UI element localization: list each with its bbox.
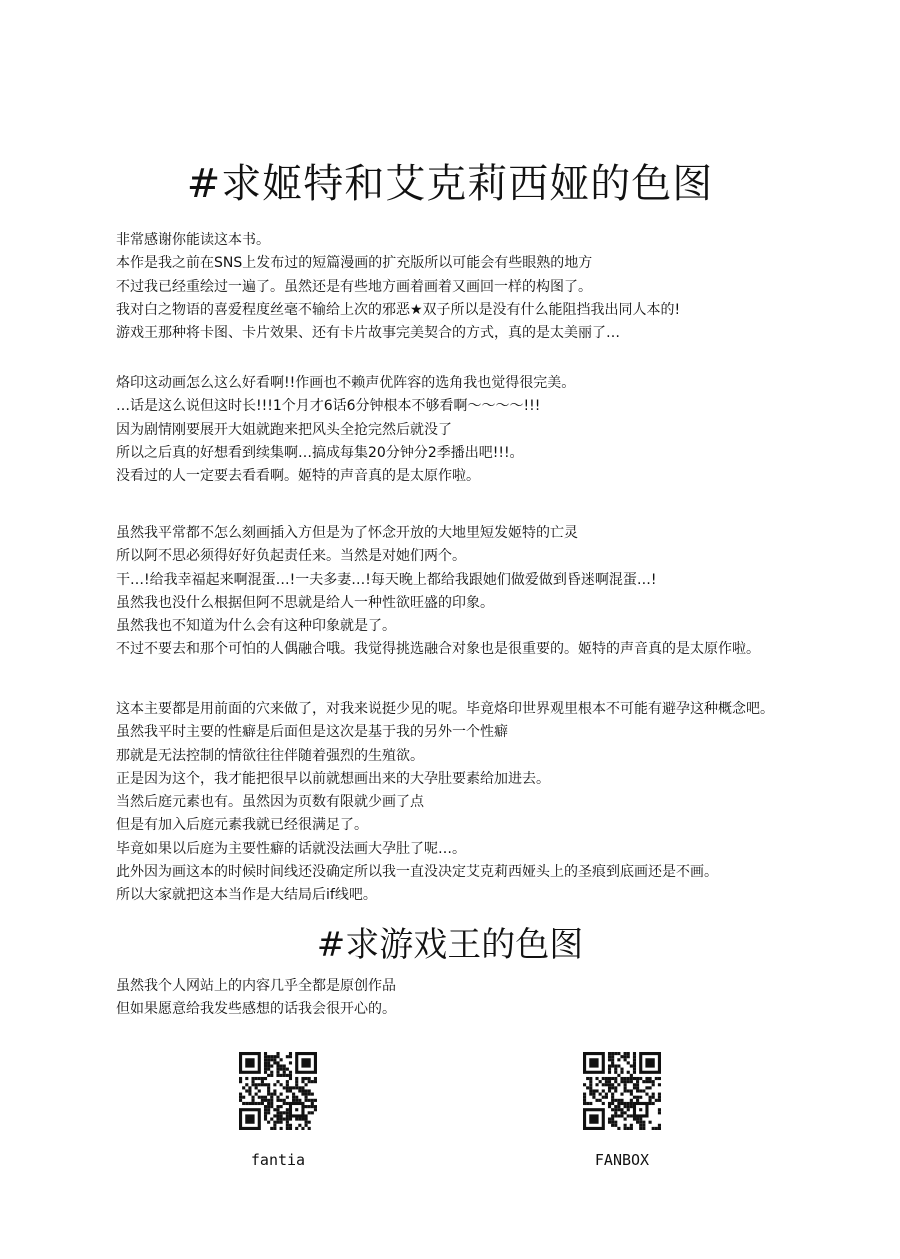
text-line: 虽然我也没什么根据但阿不思就是给人一种性欲旺盛的印象。 [116, 594, 494, 611]
section-subtitle: #求游戏王的色图 [316, 925, 584, 965]
text-line: 虽然我平时主要的性癖是后面但是这次是基于我的另外一个性癖 [116, 724, 508, 741]
qr-fanbox[interactable] [552, 1052, 692, 1170]
text-line: 正是因为这个，我才能把很早以前就想画出来的大孕肚要素给加进去。 [116, 770, 550, 787]
text-line: 本作是我之前在SNS上发布过的短篇漫画的扩充版所以可能会有些眼熟的地方 [116, 255, 593, 272]
closing-paragraph [116, 975, 886, 1022]
paragraph-2 [116, 372, 886, 488]
text-line: 这本主要都是用前面的穴来做了，对我来说挺少见的呢。毕竟烙印世界观里根本不可能有避孕这种概念吧。 [116, 701, 774, 717]
text-line: 那就是无法控制的情欲往往伴随着强烈的生殖欲。 [116, 747, 424, 764]
text-line: 但是有加入后庭元素我就已经很满足了。 [116, 817, 368, 834]
text-line: 虽然我个人网站上的内容几乎全都是原创作品 [116, 978, 396, 994]
text-line: 虽然我也不知道为什么会有这种印象就是了。 [116, 618, 396, 635]
text-line: 没看过的人一定要去看看啊。姬特的声音真的是太原作啦。 [116, 468, 480, 485]
text-line: 所以之后真的好想看到续集啊…搞成每集20分钟分2季播出吧!!!。 [116, 444, 524, 461]
page-title: #求姬特和艾克莉西娅的色图 [186, 161, 714, 207]
text-line: 毕竟如果以后庭为主要性癖的话就没法画大孕肚了呢…。 [116, 840, 466, 857]
paragraph-1 [116, 229, 886, 345]
text-line: 干…!给我幸福起来啊混蛋…!一夫多妻…!每天晚上都给我跟她们做爱做到昏迷啊混蛋…! [116, 571, 657, 588]
qr-code-icon [583, 1052, 661, 1130]
text-line: 不过不要去和那个可怕的人偶融合哦。我觉得挑选融合对象也是很重要的。姬特的声音真的是太原作啦。 [116, 641, 760, 658]
qr-fantia[interactable] [208, 1052, 348, 1170]
text-line: 因为剧情刚要展开大姐就跑来把风头全抢完然后就没了 [116, 421, 452, 438]
text-line: 此外因为画这本的时候时间线还没确定所以我一直没决定艾克莉西娅头上的圣痕到底画还是不画。 [116, 864, 718, 881]
text-line: 烙印这动画怎么这么好看啊!!作画也不赖声优阵容的选角我也觉得很完美。 [116, 375, 576, 391]
text-line: 游戏王那种将卡图、卡片效果、还有卡片故事完美契合的方式，真的是太美丽了… [116, 325, 620, 342]
qr-label: FANBOX [594, 1151, 650, 1169]
paragraph-3 [116, 522, 886, 662]
text-line: 所以阿不思必须得好好负起责任来。当然是对她们两个。 [116, 548, 466, 565]
text-line: 非常感谢你能读这本书。 [116, 232, 270, 248]
text-line: 虽然我平常都不怎么刻画插入方但是为了怀念开放的大地里短发姬特的亡灵 [116, 525, 578, 541]
qr-code-icon [239, 1052, 317, 1130]
text-line: …话是这么说但这时长!!!1个月才6话6分钟根本不够看啊～～～～!!! [116, 398, 541, 415]
text-line: 但如果愿意给我发些感想的话我会很开心的。 [116, 1001, 396, 1018]
text-line: 我对白之物语的喜爱程度丝毫不输给上次的邪恶★双子所以是没有什么能阻挡我出同人本的! [116, 301, 681, 318]
qr-label: fantia [250, 1151, 306, 1169]
paragraph-4 [116, 698, 886, 908]
text-line: 当然后庭元素也有。虽然因为页数有限就少画了点 [116, 794, 424, 811]
text-line: 不过我已经重绘过一遍了。虽然还是有些地方画着画着又画回一样的构图了。 [116, 278, 592, 295]
text-line: 所以大家就把这本当作是大结局后if线吧。 [116, 887, 377, 904]
